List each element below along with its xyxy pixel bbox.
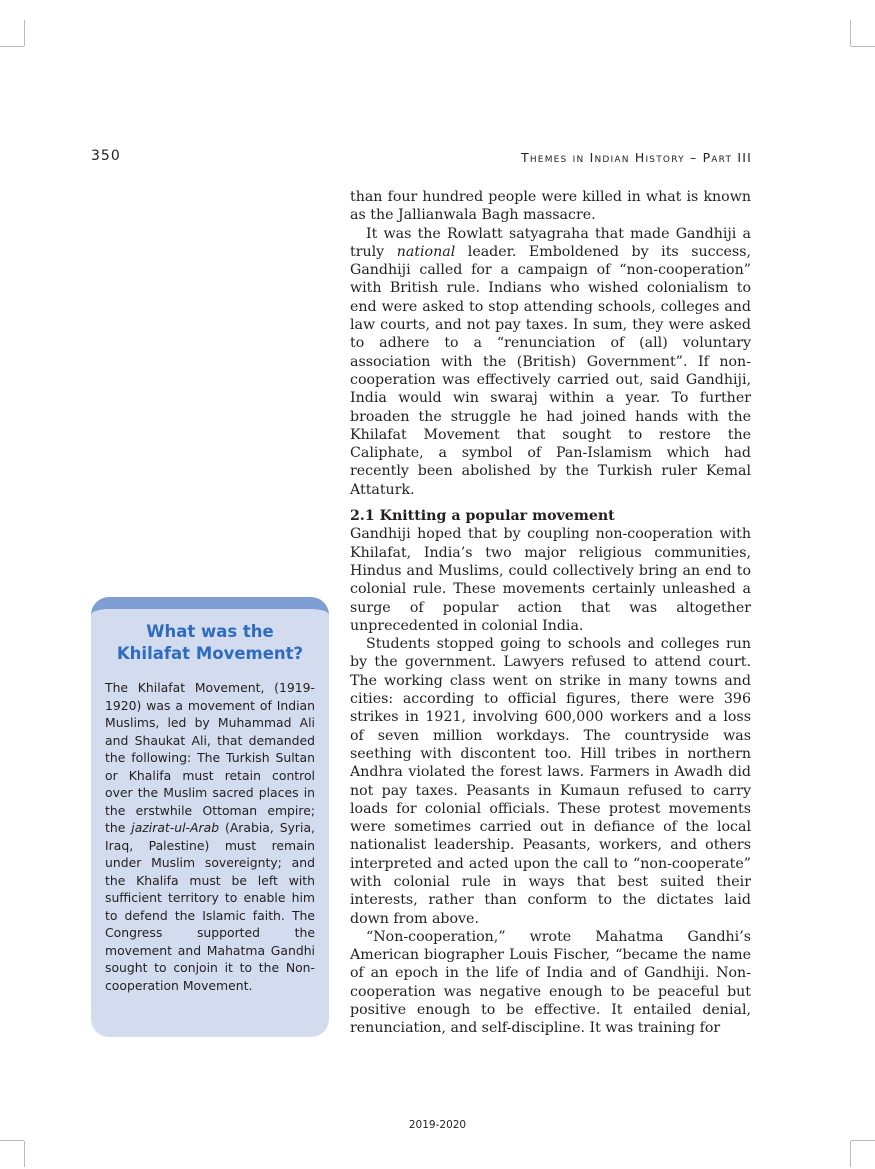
paragraph: “Non-cooperation,” wrote Mahatma Gandhi’s American biographer Louis Fischer, “became the name of an epoch in the life of India and of Gandhiji. Non-cooperation was negative enough to be peaceful but positive enough to be effective. It entailed denial, renunciation, and self-discipline. It was training for <box>350 928 751 1037</box>
crop-mark <box>24 20 25 46</box>
crop-mark <box>0 1140 24 1141</box>
paragraph: It was the Rowlatt satyagraha that made Gandhiji a truly national leader. Emboldened by its success, Gandhiji called for a campaign of “non-cooperation” with British rule. Indians who wished colonialism to end were asked to stop attending schools, colleges and law courts, and not pay taxes. In sum, they were asked to adhere to a “renunciation of (all) voluntary association with the (British) Government”. If non-cooperation was effectively carried out, said Gandhiji, India would win swaraj within a year. To further broaden the struggle he had joined hands with the Khilafat Movement that sought to restore the Caliphate, a symbol of Pan-Islamism which had recently been abolished by the Turkish ruler Kemal Attaturk. <box>350 225 751 498</box>
footer-year: 2019-2020 <box>408 1119 467 1131</box>
section-heading: 2.1 Knitting a popular movement <box>350 508 615 525</box>
crop-mark <box>850 20 851 46</box>
emphasis: national <box>396 243 456 260</box>
crop-mark <box>850 1141 851 1167</box>
main-text-column <box>350 188 751 1038</box>
sidebar-box <box>91 597 329 1037</box>
sidebar-title: What was the Khilafat Movement? <box>116 622 304 663</box>
running-head: Themes in Indian History – Part III <box>521 150 752 165</box>
paragraph: than four hundred people were killed in what is known as the Jallianwala Bagh massacre. <box>350 189 751 224</box>
crop-mark <box>0 46 24 47</box>
sidebar-body: The Khilafat Movement, (1919-1920) was a movement of Indian Muslims, led by Muhammad Ali and Shaukat Ali, that demanded the following: The Turkish Sultan or Khalifa must retain control over the Muslim sacred places in the erstwhile Ottoman empire; the jazirat-ul-Arab (Arabia, Syria, Iraq, Palestine) must remain under Muslim sovereignty; and the Khalifa must be left with sufficient territory to enable him to defend the Islamic faith. The Congress supported the movement and Mahatma Gandhi sought to conjoin it to the Non-cooperation Movement. <box>105 680 316 993</box>
crop-mark <box>851 1140 875 1141</box>
crop-mark <box>851 46 875 47</box>
emphasis: jazirat-ul-Arab <box>131 820 220 835</box>
paragraph: Students stopped going to schools and colleges run by the government. Lawyers refused to attend court. The working class went on strike in many towns and cities: according to official figures, there were 396 strikes in 1921, involving 600,000 workers and a loss of seven million workdays. The countryside was seething with discontent too. Hill tribes in northern Andhra violated the forest laws. Farmers in Awadh did not pay taxes. Peasants in Kumaun refused to carry loads for colonial officials. These protest movements were sometimes carried out in defiance of the local nationalist leadership. Peasants, workers, and others interpreted and acted upon the call to “non-cooperate” with colonial rule in ways that best suited their interests, rather than conform to the dictates laid down from above. <box>350 636 751 927</box>
page-number: 350 <box>91 148 121 164</box>
paragraph: Gandhiji hoped that by coupling non-cooperation with Khilafat, India’s two major religious communities, Hindus and Muslims, could collectively bring an end to colonial rule. These movements certainly unleashed a surge of popular action that was altogether unprecedented in colonial India. <box>350 526 751 634</box>
crop-mark <box>24 1141 25 1167</box>
